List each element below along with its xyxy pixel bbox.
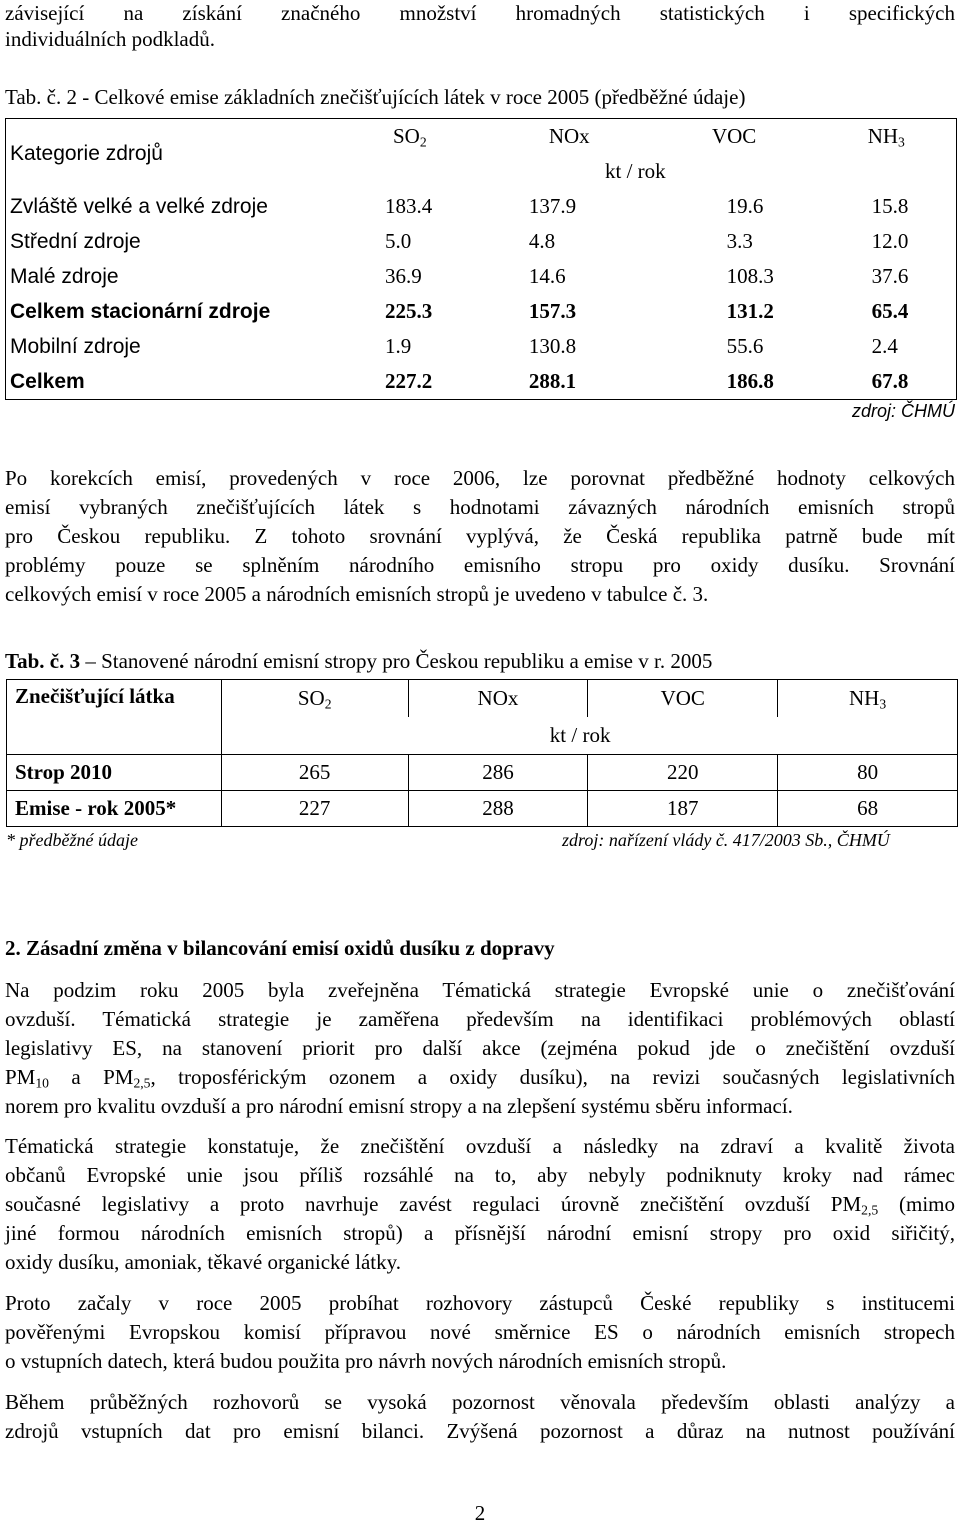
table1-header-nox: NOx: [548, 124, 590, 148]
paragraph-2-line: legislativy ES, na stanovení priorit pro další akce (zejména pokud jde o znečištění ovzduší: [5, 1036, 955, 1060]
paragraph-1-line: problémy pouze se splněním národního emisního stropu pro oxidy dusíku. Srovnání: [5, 553, 955, 577]
table1-category-header: Kategorie zdrojů: [10, 142, 163, 165]
table1-cell: 1.9: [385, 334, 412, 358]
table2-header-nh3: $NH_3$: [778, 680, 958, 718]
paragraph-3-line: oxidy dusíku, amoniak, těkavé organické látky.: [5, 1250, 401, 1274]
paragraph-5-line: Během průběžných rozhovorů se vysoká pozornost věnovala především oblasti analýzy a: [5, 1390, 955, 1414]
table2-row: [7, 791, 958, 827]
table1-row: [6, 364, 957, 400]
table1-cell: 227.2: [385, 369, 433, 393]
table2-footnote: * předběžné údaje: [6, 830, 138, 850]
paragraph-4-line: Proto začaly v roce 2005 probíhat rozhovory zástupců České republiky s institucemi: [5, 1291, 955, 1315]
paragraph-2-line: norem pro kvalitu ovzduší a pro národní emisní stropy a na zlepšení systému sběru informací.: [5, 1094, 793, 1118]
table1-cell: 186.8: [726, 369, 774, 393]
table1-header-voc: VOC: [711, 124, 757, 148]
table1-caption-prefix: Tab. č.: [5, 85, 62, 109]
table1-cell: 67.8: [871, 369, 909, 393]
table1-cell: 15.8: [871, 194, 909, 218]
table1-cell: 2.4: [871, 334, 898, 358]
table1-row-label: Celkem stacionární zdroje: [10, 299, 271, 323]
table2-unit: kt / rok: [221, 717, 957, 755]
table1-row: [6, 224, 957, 259]
table1-cell: 12.0: [871, 229, 909, 253]
paragraph-3-line: Tématická strategie konstatuje, že znečištění ovzduší a následky na zdraví a kvalitě života: [5, 1134, 955, 1158]
table1-header-so2: $SO_2$: [393, 124, 427, 150]
table1-unit: kt / rok: [605, 159, 666, 183]
table1-cell: 55.6: [726, 334, 764, 358]
table2-cell: 288: [408, 791, 588, 827]
table1-row-label: Mobilní zdroje: [10, 334, 141, 358]
table2-caption: [5, 648, 712, 675]
table1-row-label: Zvláště velké a velké zdroje: [10, 194, 268, 218]
paragraph-3-line: občanů Evropské unie jsou příliš rozsáhlé na to, aby nebyly podniknuty kroky nad rámec: [5, 1163, 955, 1187]
table2-cell: 265: [221, 755, 408, 791]
table1-row-label: Střední zdroje: [10, 229, 141, 253]
paragraph-2-line: ovzduší. Tématická strategie je zaměřena především na identifikaci problémových oblastí: [5, 1007, 955, 1031]
table1-row-label: Celkem: [10, 369, 85, 393]
paragraph-4-line: pověřenými Evropskou komisí přípravou nové směrnice ES o národních emisních stropech: [5, 1320, 955, 1344]
table2-row-label: Emise - rok 2005*: [7, 791, 222, 827]
table2-header-voc: VOC: [588, 680, 778, 718]
table1-source: zdroj: ČHMÚ: [851, 401, 955, 421]
table1-cell: 225.3: [385, 299, 433, 323]
paragraph-1-line: pro Českou republiku. Z tohoto srovnání vyplývá, že Česká republika patrně bude mít: [5, 524, 955, 548]
table1-cell: 157.3: [528, 299, 577, 323]
table1-row: [6, 259, 957, 294]
table1-cell: 3.3: [726, 229, 753, 253]
table1-cell: 131.2: [726, 299, 774, 323]
table1-caption: [5, 84, 745, 110]
table2-cell: 187: [588, 791, 778, 827]
paragraph-2-line: $PM_{10}$ a $PM_{2,5}$, troposférickým ozonem a oxidy dusíku), na revizi současných legislativních: [5, 1065, 955, 1091]
table1-row-label: Malé zdroje: [10, 264, 119, 288]
table1-caption-text: 2 - Celkové emise základních znečišťujících látek v roce 2005 (předběžné údaje): [66, 85, 746, 109]
table2-source: zdroj: nařízení vlády č. 417/2003 Sb., ČHMÚ: [562, 830, 890, 850]
section-2-heading: 2. Zásadní změna v bilancování emisí oxidů dusíku z dopravy: [5, 936, 555, 960]
paragraph-1-line: celkových emisí v roce 2005 a národních emisních stropů je uvedeno v tabulce č. 3.: [5, 582, 709, 606]
table1-header-nh3: $NH_3$: [867, 124, 905, 150]
page-number: 2: [474, 1501, 486, 1525]
table1-cell: 183.4: [385, 194, 433, 218]
paragraph-1-line: emisí vybraných znečišťujících látek s hodnotami závazných národních emisních stropů: [5, 495, 955, 519]
table1-cell: 137.9: [528, 194, 577, 218]
intro-line-2: individuálních podkladů.: [5, 27, 215, 51]
table2-cell: 80: [778, 755, 958, 791]
table1-cell: 108.3: [726, 264, 774, 288]
table1-row: [6, 294, 957, 329]
table2-caption-number: Tab. č. 3: [5, 649, 81, 673]
table1-cell: 288.1: [528, 369, 577, 393]
table2-header-nox: NOx: [408, 680, 588, 718]
emissions-table-2005: [5, 118, 957, 400]
table2-cell: 227: [221, 791, 408, 827]
table2-cell: 286: [408, 755, 588, 791]
paragraph-1-line: Po korekcích emisí, provedených v roce 2006, lze porovnat předběžné hodnoty celkových: [5, 466, 955, 490]
table1-cell: 36.9: [385, 264, 422, 288]
table2-caption-text: – Stanovené národní emisní stropy pro Českou republiku a emise v r. 2005: [80, 649, 713, 673]
table2-cell: 68: [778, 791, 958, 827]
table1-cell: 5.0: [385, 229, 412, 253]
table2-row: [7, 755, 958, 791]
table1-cell: 4.8: [528, 229, 556, 253]
paragraph-3-line: současné legislativy a proto navrhuje zavést regulaci úrovně znečištění ovzduší $PM_{2,5}$ (mimo: [5, 1192, 955, 1218]
table2-header-so2: $SO_2$: [221, 680, 408, 718]
emission-ceilings-table: [6, 679, 958, 827]
paragraph-3-line: jiné formou národních emisních stropů) a přísnější národní emisní stropy pro oxid siřičitý,: [5, 1221, 955, 1245]
intro-line-1: závisející na získání značného množství hromadných statistických i specifických: [5, 1, 955, 25]
table1-cell: 14.6: [528, 264, 566, 288]
table2-cell: 220: [588, 755, 778, 791]
table1-row: [6, 329, 957, 364]
paragraph-5-line: zdrojů vstupních dat pro emisní bilanci. Zvýšená pozornost a důraz na nutnost používání: [5, 1419, 955, 1443]
table1-cell: 65.4: [871, 299, 909, 323]
table2-pollutant-header: Znečišťující látka: [7, 680, 222, 755]
table1-cell: 130.8: [528, 334, 577, 358]
table2-row-label: Strop 2010: [7, 755, 222, 791]
table1-row: [6, 189, 957, 224]
table1-cell: 37.6: [871, 264, 909, 288]
paragraph-4-line: o vstupních datech, která budou použita pro návrh nových národních emisních stropů.: [5, 1349, 727, 1373]
table1-cell: 19.6: [726, 194, 764, 218]
paragraph-2-line: Na podzim roku 2005 byla zveřejněna Tématická strategie Evropské unie o znečišťování: [5, 978, 955, 1002]
